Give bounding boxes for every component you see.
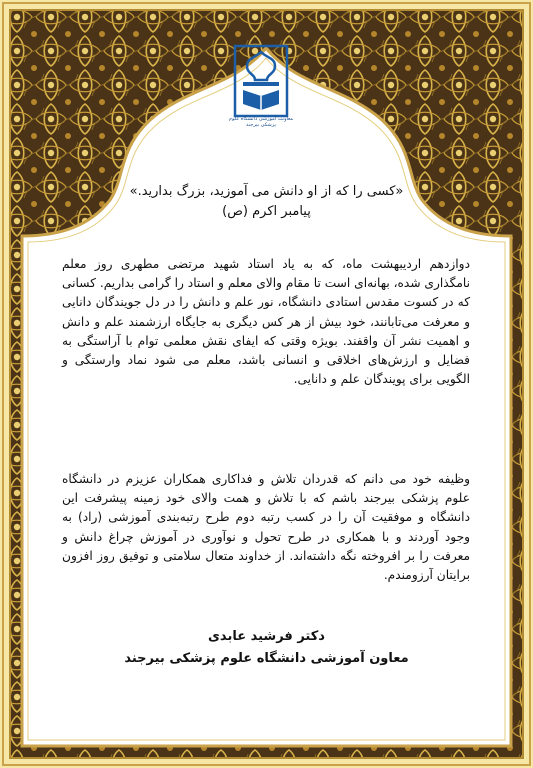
logo-caption: معاونت آموزشی دانشگاه علوم پزشکی بیرجند	[228, 116, 294, 128]
body-paragraph-1: دوازدهم اردیبهشت ماه، که به یاد استاد شهید مرتضی مطهری روز معلم نامگذاری شده، بهانه‌ای است تا مقام والای معلم و استاد را گرامی بداریم. کسانی که در کسوت مقدس استادی دانشگاه، نور علم و دانش را در دل جویندگان دانایی و معرفت می‌تابانند، خود بیش از هر کس دیگری به جایگاه ارزشمند علم و دانش و اهمیت نشر آن واقفند. بویژه وقتی که ایفای نقش معلمی توام با آراستگی به فضایل و ارزش‌های اخلاقی و انسانی باشد، معلم می شود نماد وارستگی و الگویی برای پویندگان علم و دانایی.	[62, 257, 470, 387]
quote-attribution: پیامبر اکرم (ص)	[222, 204, 311, 219]
body-paragraph-2: وظیفه خود می دانم که قدردان تلاش و فداکاری همکاران عزیزم در دانشگاه علوم پزشکی بیرجند باشم که با تلاش و همت والای خود زمینه پیشرفت این دانشگاه و موفقیت آن را در کسب رتبه دوم طرح رتبه‌بندی آموزشی (راد) به وجود آوردند و با همکاری در طرح تحول و نوآوری در آموزش چراغ دانش و معرفت را بر افروخته نگه داشته‌اند. از خداوند متعال سلامتی و توفیق روز افزون برایتان آرزومندم.	[62, 472, 470, 583]
signature-block	[60, 626, 473, 670]
signatory-title: معاون آموزشی دانشگاه علوم پزشکی بیرجند	[124, 651, 409, 666]
signatory-name: دکتر فرشید عابدی	[208, 629, 325, 644]
quote-block	[60, 182, 473, 222]
quote-text: «کسی را که از او دانش می آموزید، بزرگ بدارید.»	[129, 184, 404, 199]
